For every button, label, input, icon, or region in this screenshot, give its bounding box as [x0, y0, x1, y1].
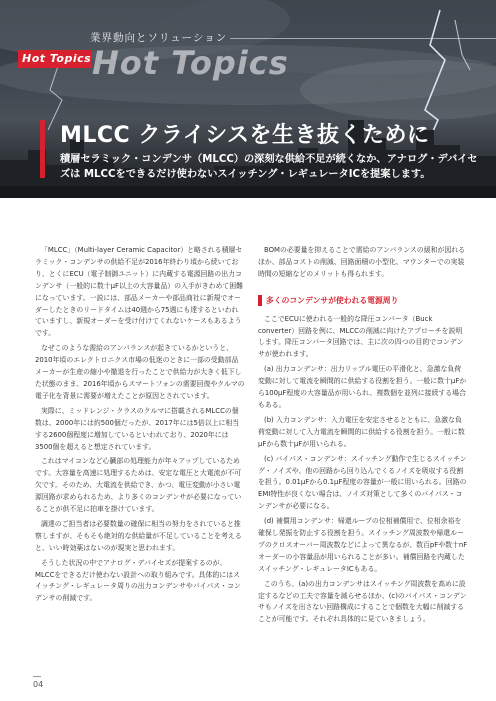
paragraph: BOMの必要量を抑えることで需給のアンバランスの緩和が図れるほか、部品コストの削減、回路面積の小型化、マウンターでの実装時間の短縮などのメリットも得られます。: [258, 246, 466, 278]
page-number-rule: [33, 676, 41, 677]
article-right-column: [258, 245, 468, 629]
title-accent-bar: [40, 120, 45, 178]
page-number: 04: [33, 680, 44, 689]
paragraph: 「MLCC」（Multi-layer Ceramic Capacitor）と略される積層セラミック・コンデンサの供給不足が2016年終わり頃から続いており、とくにECU（電子制御ユニット）に内蔵する電源回路の出力コンデンサ（一般的に数十μF以上の大容量品）の入手がきわめて困難になっています。一説には、部品メーカーや部品商社に新規でオーダーしたときのリードタイムは40週から75週にも達するといわれていますし、新規オーダーを受け付けてくれないケースもあるようです。: [35, 246, 244, 338]
paragraph: (a) 出力コンデンサ：出力リップル電圧の平滑化と、急激な負荷変動に対して電流を瞬間的に供給する役割を担う。一般に数十μFから100μF程度の大容量品が用いられ、複数個を並列に接続する場合もある。: [258, 365, 467, 409]
paragraph: (c) バイパス・コンデンサ：スイッチング動作で生じるスイッチング・ノイズや、他の回路から回り込んでくるノイズを吸収する役割を担う。0.01μFから0.1μF程度の容量が一般に用いられる。回路のEMI特性が良くない場合は、ノイズ対策として多くのバイパス・コンデンサが必要になる。: [258, 454, 467, 511]
page-title: MLCC クライシスを生き抜くために: [60, 123, 430, 148]
paragraph: (d) 補償用コンデンサ：帰還ループの位相補償用で、位相余裕を確保し発振を防止する役割を担う。スイッチング周波数や帰還ループのクロスオーバー周波数などによって異なるが、数百pFや数十nFオーダーの小容量品が用いられることが多い。補償回路を内蔵したスイッチング・レギュレータICもある。: [258, 517, 468, 573]
paragraph: 実際に、ミッドレンジ・クラスのクルマに搭載されるMLCCの個数は、2000年には約500個だったが、2017年には5倍以上に相当する2600個程度に増加しているといわれており、2020年には3500個を超えると想定されています。: [35, 406, 240, 451]
article-left-column: [35, 245, 245, 608]
paragraph: このうち、(a)の出力コンデンサはスイッチング周波数を高めに設定するなどの工夫で容量を減らせるほか、(c)のバイパス・コンデンサもノイズを出さない回路構成にすることで個数を大幅に削減することが可能です。それぞれ具体的に見ていきましょう。: [258, 579, 467, 624]
page-subtitle: 積層セラミック・コンデンサ（MLCC）の深刻な供給不足が続くなか、アナログ・デバイセズは MLCCをできるだけ使わないスイッチング・レギュレータICを提案します。: [60, 154, 478, 180]
section-heading-text: 多くのコンデンサが使われる電源周り: [266, 295, 399, 305]
paragraph: ここでECUに使われる一般的な降圧コンバータ（Buck converter）回路を例に、MLCCの削減に向けたアプローチを説明します。降圧コンバータ回路では、主に次の四つの目的でコンデンサが使われます。: [258, 314, 464, 359]
hot-topics-watermark: Hot Topics: [92, 44, 289, 82]
kicker-divider: [230, 38, 496, 39]
section-heading-bar: [258, 295, 262, 306]
hero-kicker: 業界動向とソリューション: [90, 32, 228, 44]
paragraph: これはマイコンなど心臓部の処理能力が年々アップしているためです。大容量を高速に処理するためは、安定な電圧と大電流が不可欠です。そのため、大電流を供給でき、かつ、電圧変動が小さい電源回路が求められるため、より多くのコンデンサが必要になっていることが供不足に拍車を掛けています。: [35, 457, 242, 514]
paragraph: なぜこのような需給のアンバランスが起きているかというと、2010年頃のエレクトロニクス市場の低迷のときに一部の受動部品メーカーが生産の縮小や撤退を行ったことで供給力が大きく低下した状態のまま、2016年頃からスマートフォンの需要回復やクルマの電子化を背景に需要が増えたことが原因とされています。: [35, 344, 245, 400]
paragraph: (b) 入力コンデンサ：入力電圧を安定させるとともに、急激な負荷変動に対して入力電流を瞬間的に供給する役割を担う。一般に数μFから数十μFが用いられる。: [258, 415, 465, 448]
hot-topics-tag-label: Hot Topics: [22, 52, 92, 65]
paragraph: 調達のご担当者は必要数量の確保に相当の努力をされていると推察しますが、そもそも絶対的な供給量が不足していることを考えると、いい時効薬はないのが現実と思われます。: [35, 519, 242, 552]
paragraph: そうした状況の中でアナログ・デバイセズが提案するのが、MLCCをできるだけ使わない設計への取り組みです。具体的にはスイッチング・レギュレータ周りの出力コンデンサやバイパス・コンデンサの削減です。: [35, 558, 241, 603]
hero-banner: [0, 0, 496, 198]
section-heading: [258, 295, 468, 307]
